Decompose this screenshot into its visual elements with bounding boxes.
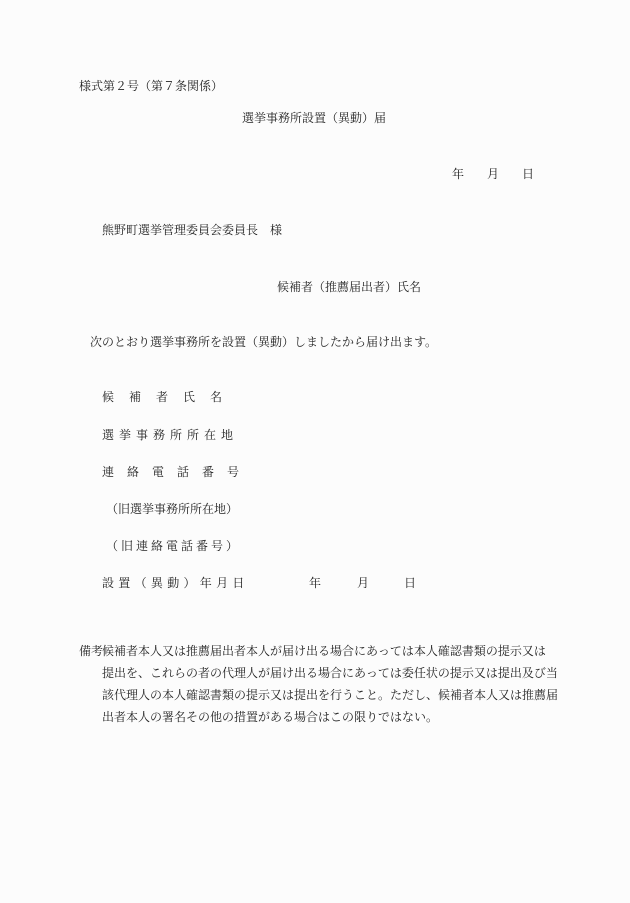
label-char: 話 [177, 465, 190, 479]
field-old-phone-number [106, 540, 238, 552]
remarks-line: 出者本人の署名その他の措置がある場合はこの限りではない。 [102, 710, 439, 724]
remarks-line: 候補者本人又は推薦届出者本人が届け出る場合にあっては本人確認書類の提示又は [102, 644, 546, 658]
label-char: 候 [102, 390, 115, 404]
remarks-line: 該代理人の本人確認書類の提示又は提出を行うこと。ただし、候補者本人又は推薦届 [102, 688, 559, 702]
label-char: 在 [204, 428, 217, 442]
label-char: ） [226, 539, 239, 553]
field-establishment-date [102, 577, 249, 589]
label-char: 所 [187, 428, 200, 442]
label-char: 旧 [121, 539, 134, 553]
label-char: 異 [150, 576, 163, 590]
label-char: 番 [196, 539, 209, 553]
label-char: 号 [211, 539, 224, 553]
addressee: 熊野町選挙管理委員会委員長 様 [102, 223, 283, 237]
label-char: 話 [181, 539, 194, 553]
label-char: 動 [167, 576, 180, 590]
field-phone-number [102, 466, 239, 478]
label-char: 事 [136, 428, 149, 442]
remarks-label: 備考 [79, 644, 104, 658]
label-char: （ [106, 539, 119, 553]
label-char: 挙 [119, 428, 132, 442]
label-char: 地 [221, 428, 234, 442]
remarks-line: 提出を、これらの者の代理人が届け出る場合にあっては委任状の提示又は提出及び当 [102, 666, 558, 680]
label-char: 務 [153, 428, 166, 442]
label-char: 連 [102, 465, 115, 479]
establishment-year-label: 年 [309, 576, 322, 590]
date-month-label: 月 [487, 167, 500, 181]
label-char: 日 [232, 576, 245, 590]
label-char: 電 [166, 539, 179, 553]
label-char: 者 [156, 390, 169, 404]
label-char: （ [134, 576, 147, 590]
label-char: 電 [152, 465, 165, 479]
document-title: 選挙事務所設置（異動）届 [242, 111, 387, 125]
date-year-label: 年 [452, 167, 465, 181]
label-char: 月 [216, 576, 229, 590]
label-char: 氏 [183, 390, 196, 404]
label-char: ） [183, 576, 196, 590]
establishment-day-label: 日 [404, 576, 417, 590]
statement-text: 次のとおり選挙事務所を設置（異動）しましたから届け出ます。 [90, 335, 438, 349]
remarks-section [79, 640, 559, 728]
applicant-name-label: 候補者（推薦届出者）氏名 [277, 280, 422, 294]
label-char: 所 [170, 428, 183, 442]
label-char: 番 [202, 465, 215, 479]
label-char: 連 [136, 539, 149, 553]
establishment-month-label: 月 [357, 576, 370, 590]
field-office-address [102, 429, 233, 441]
label-char: 補 [129, 390, 142, 404]
date-day-label: 日 [522, 167, 535, 181]
field-candidate-name [102, 391, 222, 403]
label-char: 号 [227, 465, 240, 479]
remarks-body [102, 640, 559, 728]
label-char: 選 [102, 428, 115, 442]
label-char: 名 [210, 390, 223, 404]
label-char: 設 [102, 576, 115, 590]
label-char: 置 [118, 576, 131, 590]
label-char: 年 [199, 576, 212, 590]
label-char: 絡 [127, 465, 140, 479]
form-number: 様式第２号（第７条関係） [79, 79, 224, 93]
label-char: 絡 [151, 539, 164, 553]
field-old-office-address: （旧選挙事務所所在地） [106, 502, 239, 516]
